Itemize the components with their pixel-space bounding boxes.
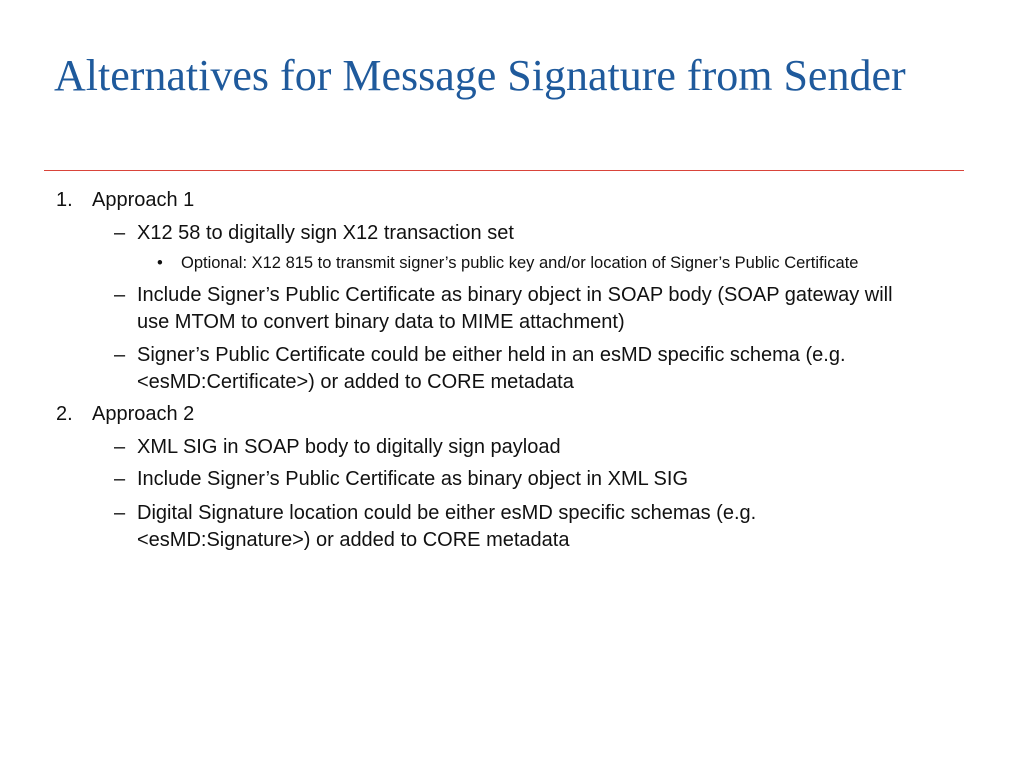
list-item-optional-x12-815 (0, 251, 1024, 275)
list-item-text: Include Signer’s Public Certificate as binary object in XML SIG (137, 468, 689, 490)
dot-bullet: • (157, 254, 163, 272)
dash-bullet: – (114, 284, 126, 306)
dash-bullet: – (114, 468, 126, 490)
dash-bullet: – (114, 502, 126, 524)
list-item-text: XML SIG in SOAP body to digitally sign payload (137, 436, 561, 458)
list-item-text: Approach 1 (92, 189, 195, 211)
list-item-cert-held (0, 341, 1024, 399)
dash-bullet: – (114, 222, 126, 244)
list-item-x12-58 (0, 219, 1024, 248)
list-item-text: X12 58 to digitally sign X12 transaction set (137, 222, 514, 244)
list-item-text-line-2: <esMD:Certificate>) or added to CORE metadata (137, 371, 574, 393)
list-item-include-cert-soap (0, 281, 1024, 339)
list-item-approach-1 (0, 186, 1024, 215)
list-number: 2. (56, 403, 73, 425)
list-item-text: Optional: X12 815 to transmit signer’s public key and/or location of Signer’s Public Certificate (181, 254, 859, 272)
dash-bullet: – (114, 344, 126, 366)
list-item-approach-2 (0, 400, 1024, 429)
list-item-text: Approach 2 (92, 403, 195, 425)
dash-bullet: – (114, 436, 126, 458)
list-item-text-line-2: use MTOM to convert binary data to MIME attachment) (137, 311, 625, 333)
list-item-include-cert-xml (0, 465, 1024, 494)
list-item-signature-location (0, 499, 1024, 557)
list-item-xml-sig (0, 433, 1024, 462)
slide-title: Alternatives for Message Signature from Sender (54, 51, 906, 100)
list-item-text-line-1: Signer’s Public Certificate could be either held in an esMD specific schema (e.g. (137, 344, 846, 366)
list-item-text-line-2: <esMD:Signature>) or added to CORE metadata (137, 529, 570, 551)
title-divider (44, 170, 964, 171)
list-number: 1. (56, 189, 73, 211)
list-item-text-line-1: Include Signer’s Public Certificate as binary object in SOAP body (SOAP gateway will (137, 284, 893, 306)
list-item-text-line-1: Digital Signature location could be either esMD specific schemas (e.g. (137, 502, 757, 524)
